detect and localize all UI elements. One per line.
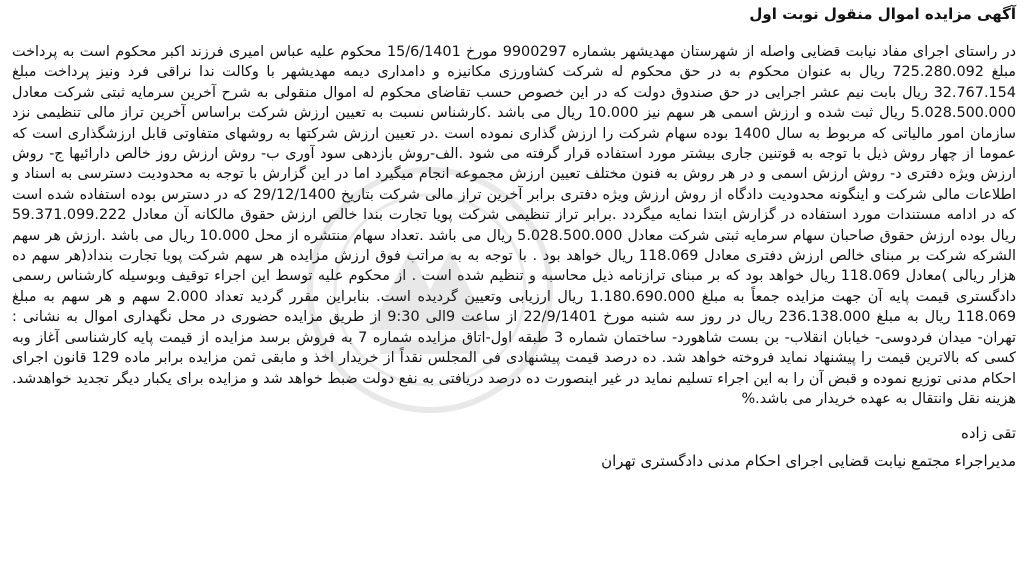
signer-title: مدیراجراء مجتمع نیابت قضایی اجرای احکام مدنی دادگستری تهران — [601, 452, 1016, 471]
notice-title: آگهی مزایده اموال منقول نوبت اول — [749, 5, 1016, 23]
notice-body: در راستای اجرای مفاد نیابت قضایی واصله از شهرستان مهدیشهر بشماره 9900297 مورخ 15/6/1401 محکوم علیه عباس امیری فرزند اکبر محکوم است به پرداخت مبلغ 725.280.092 ریال به عنوان محکوم به در حق محکوم له شرکت کشاورزی مکانیزه و دامداری دیمه مهدیشهر با وکالت ندا نراقی فرد ونیز پرداخت مبلغ 32.767.154 ریال بابت نیم عشر اجرایی در حق صندوق دولت که در این خصوص حسب تقاضای محکوم له اموال منقولی به شرح آخرین سرمایه ثبتی شرکت معادل 5.028.500.000 ریال ثبت شده و ارزش اسمی هر سهم نیز 10.000 ریال می باشد .کارشناس نسبت به تعیین ارزش شرکت براساس آخرین تراز مالی تنظیمی نزد سازمان امور مالیاتی که مربوط به سال 1400 بوده سهام شرکت را ارزش گذاری نموده است .در تعیین ارزش شرکتها به روشهای متفاوتی قابل ارزشگذاری است که عموما از چهار روش ذیل با توجه به قوتنین جاری بیشتر مورد استفاده قرار گرفته می شود .الف-روش بازدهی سود آوری ب- روش ارزش روز خالص دارائیها ج- روش ارزش ویژه دفتری د- روش ارزش اسمی و در هر روش به فنون مختلف تعیین ارزش مجموعه انجام میگیرد اما در این گزارش با توجه به محدودیت دسترسی به اسناد و اطلاعات مالی شرکت و اینگونه محدودیت دادگاه از روش ارزش ویژه دفتری برابر آخرین تراز مالی شرکت بتاریخ 29/12/1400 که در دسترس بوده استفاده شده است که در ادامه مستندات مورد استفاده در گزارش ابتدا نمایه میگردد .برابر تراز تنظیمی شرکت پویا تجارت بندا خالص ارزش حقوق مالکانه آن معادل 59.371.099.222 ریال بوده ارزش حقوق صاحبان سهام سرمایه ثبتی شرکت معادل 5.028.500.000 ریال می باشد .تعداد سهام منتشره از محل 10.000 ریال می باشد .ارزش هر سهم الشرکه شرکت بر مبنای خالص ارزش دفتری معادل 118.069 ریال خواهد بود . با توجه به به مراتب فوق ارزش مزایده هر سهم شرکت پویا تجارت بنداد(هر سهم ده هزار ریالی )معادل 118.069 ریال خواهد بود که بر مبنای ترازنامه ذیل محاسبه و تنظیم شده است . از محکوم علیه توسط این اجراء توقیف وبوسیله کارشناس رسمی دادگستری قیمت پایه آن جهت مزایده جمعاً به مبلغ 1.180.690.000 ریال ارزیابی وتعیین گردیده است. بنابراین مقرر گردید تعداد 2.000 سهم و هر سهم به مبلغ 118.069 ریال به مبلغ 236.138.000 ریال در روز سه شنبه مورخ 22/9/1401 از ساعت 9الی 9:30 از طریق مزایده حضوری در محل نگهداری اموال به نشانی : تهران- میدان فردوسی- خیابان انقلاب- بن بست شاهورد- ساختمان شماره 3 طبقه اول-اتاق مزایده شماره 7 به فروش برسد مزایده از قیمت پایه کارشناسی آغاز وبه کسی که بالاترین قیمت را پیشنهاد نماید فروخته خواهد شد. ده درصد قیمت پیشنهادی فی المجلس نقداً از خریدار اخذ و مابقی ثمن مزایده برابر ماده 129 قانون اجرای احکام مدنی توزیع نموده و قبض آن را به این اجراء تسلیم نماید در غیر اینصورت ده درصد دریافتی به نفع دولت ضبط خواهد شد و مزایده برای یکبار دیگر تجدید خواهدشد. هزینه نقل وانتقال به عهده خریدار می باشد.% — [12, 44, 1016, 407]
signer-name: تقی زاده — [961, 424, 1016, 443]
